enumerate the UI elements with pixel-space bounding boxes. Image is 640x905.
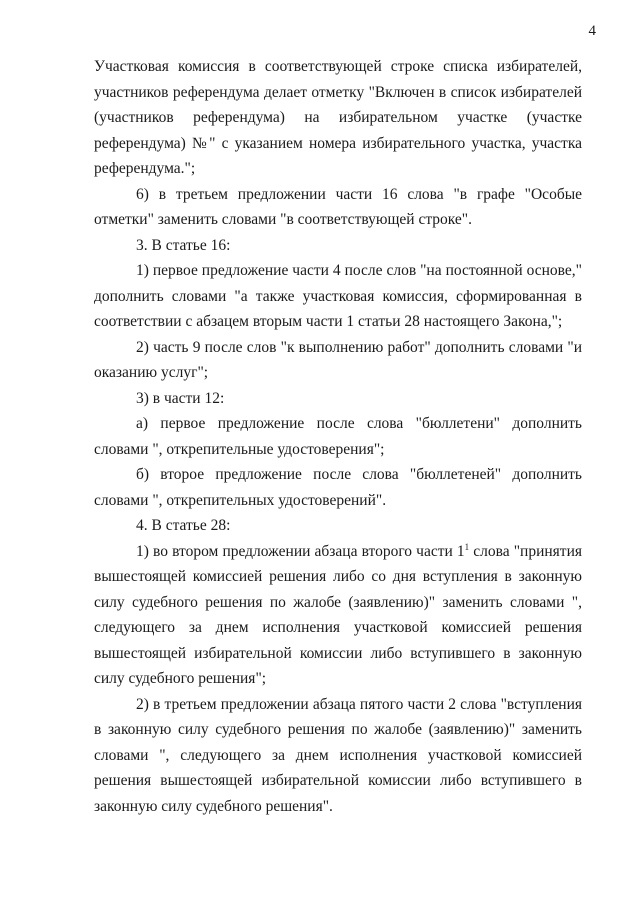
section-heading-article-16: 3. В статье 16: <box>136 236 231 254</box>
paragraph-article-28-item-1 <box>94 539 582 692</box>
paragraph-subitem-a: а) первое предложение после слова "бюллетени" дополнить словами ", открепительные удостоверения"; <box>94 415 582 458</box>
paragraph-article-28-item-2: 2) в третьем предложении абзаца пятого части 2 слова "вступления в законную силу судебного решения по жалобе (заявлению)" заменить словами ", следующего за днем исполнения участковой комиссией решения вышестоящей избирательной комиссии либо вступившего в законную силу судебного решения". <box>94 695 582 815</box>
document-body <box>94 54 582 819</box>
paragraph-text-end: слова "принятия вышестоящей комиссией решения либо со дня вступления в законную силу судебного решения по жалобе (заявлению)" заменить словами ", следующего за днем исполнения участковой комиссией решения вышестоящей избирательной комиссии либо вступившего в законную силу судебного решения"; <box>94 542 582 687</box>
superscript: 1 <box>464 541 470 552</box>
paragraph-item-3: 3) в части 12: <box>136 389 225 407</box>
paragraph-text-start: 1) во втором предложении абзаца второго части 1 <box>136 542 465 560</box>
section-heading-article-28: 4. В статье 28: <box>136 517 231 534</box>
paragraph-subitem-b: б) второе предложение после слова "бюллетеней" дополнить словами ", открепительных удостоверений". <box>94 466 582 509</box>
paragraph-item-2: 2) часть 9 после слов "к выполнению работ" дополнить словами "и оказанию услуг"; <box>94 338 582 381</box>
paragraph-item-1: 1) первое предложение части 4 после слов "на постоянной основе," дополнить словами "а также участковая комиссия, сформированная в соответствии с абзацем вторым части 1 статьи 28 настоящего Закона,"; <box>94 262 582 330</box>
page-number: 4 <box>588 23 596 39</box>
paragraph-continuation: Участковая комиссия в соответствующей строке списка избирателей, участников референдума делает отметку "Включен в список избирателей (участников референдума) на избирательном участке (участке референдума) №" с указанием номера избирательного участка, участка референдума."; <box>94 58 582 177</box>
paragraph-item-6: 6) в третьем предложении части 16 слова "в графе "Особые отметки" заменить словами "в соответствующей строке". <box>94 185 582 228</box>
